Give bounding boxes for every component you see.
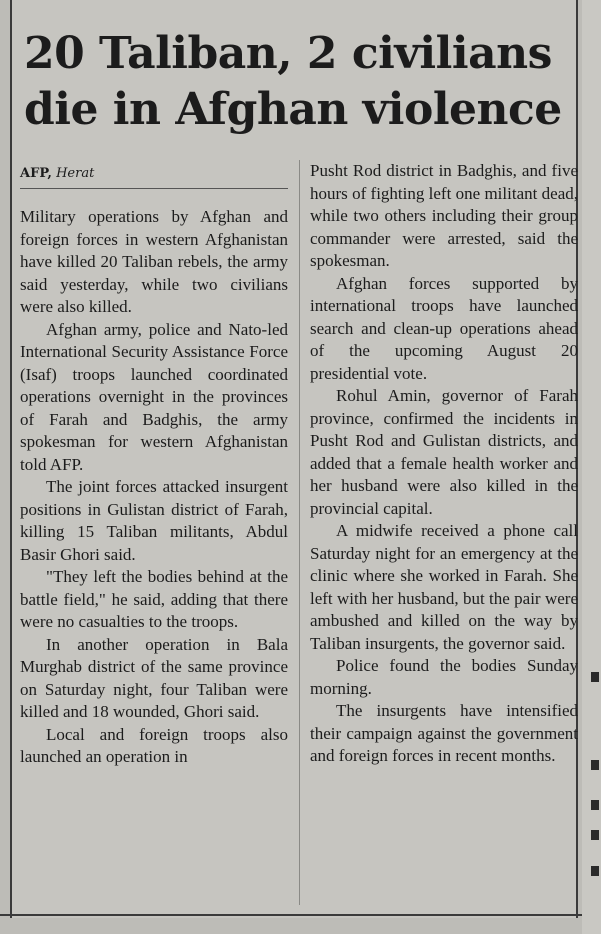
byline bbox=[20, 165, 288, 183]
article-column-1 bbox=[20, 206, 288, 769]
paragraph: Afghan army, police and Nato-led International Security Assistance Force (Isaf) troops launched coordinated operations overnight in the provinces of Farah and Badghis, the army spokesman for western Afghanistan told AFP. bbox=[20, 319, 288, 474]
bottom-rule bbox=[0, 914, 601, 916]
paragraph: Rohul Amin, governor of Farah province, confirmed the incidents in Pusht Rod and Gulistan districts, and added that a female health worker and her husband were also killed in the provincial capital. bbox=[310, 386, 578, 518]
paragraph: The joint forces attacked insurgent positions in Gulistan district of Farah, killing 15 Taliban militants, Abdul Basir Ghori said. bbox=[20, 477, 288, 564]
paragraph: Military operations by Afghan and foreign forces in western Afghanistan have killed 20 Taliban rebels, the army said yesterday, while two civilians were also killed. bbox=[20, 207, 288, 316]
paragraph: Local and foreign troops also launched an operation in bbox=[20, 724, 288, 766]
adjacent-text-fragment bbox=[591, 760, 599, 770]
byline-rule bbox=[20, 188, 288, 189]
paragraph: Afghan forces supported by international troops have launched search and clean-up operations ahead of the upcoming August 20 presidential vote. bbox=[310, 273, 578, 383]
adjacent-column-edge bbox=[582, 0, 601, 934]
adjacent-text-fragment bbox=[591, 830, 599, 840]
adjacent-text-fragment bbox=[591, 866, 599, 876]
paragraph: A midwife received a phone call Saturday night for an emergency at the clinic where she worked in Farah. She left with her husband, but the pair were ambushed and killed on the way by Taliban insurgents, the governor said. bbox=[310, 521, 578, 653]
paragraph: "They left the bodies behind at the battle field," he said, adding that there were no casualties to the troops. bbox=[20, 567, 288, 631]
paragraph: The insurgents have intensified their campaign against the government and foreign forces in recent months. bbox=[310, 701, 578, 765]
byline-agency: AFP, bbox=[20, 166, 52, 181]
adjacent-text-fragment bbox=[591, 672, 599, 682]
column-divider bbox=[299, 160, 300, 905]
adjacent-text-fragment bbox=[591, 800, 599, 810]
headline: 20 Taliban, 2 civilians die in Afghan violence bbox=[24, 28, 562, 135]
byline-place: Herat bbox=[56, 166, 95, 181]
paragraph: Police found the bodies Sunday morning. bbox=[310, 656, 578, 698]
article-column-2 bbox=[310, 160, 578, 768]
paragraph: In another operation in Bala Murghab district of the same province on Saturday night, four Taliban were killed and 18 wounded, Ghori said. bbox=[20, 634, 288, 721]
paragraph: Pusht Rod district in Badghis, and five hours of fighting left one militant dead, while two others including their group commander were arrested, said the spokesman. bbox=[310, 161, 578, 270]
